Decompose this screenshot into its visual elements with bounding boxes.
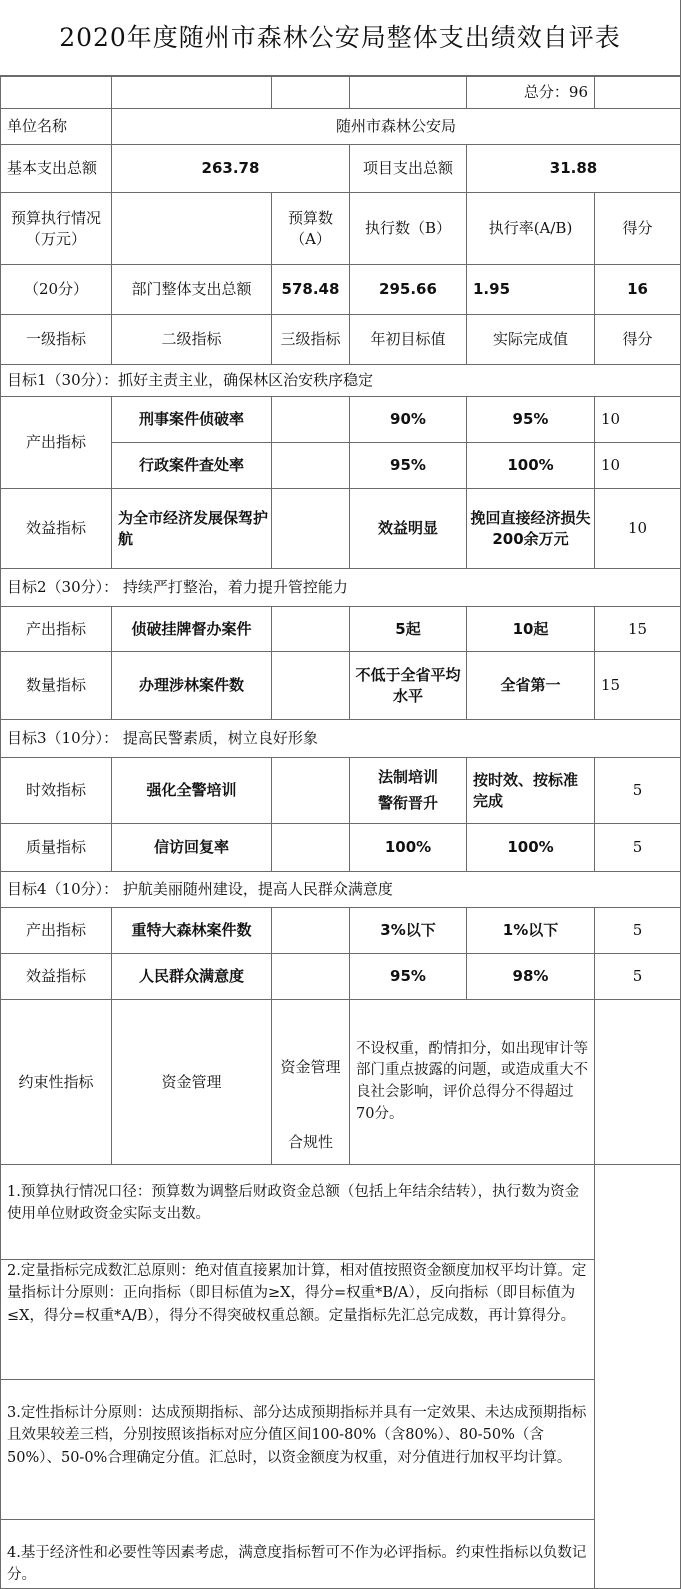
basic-expense-value: 263.78 (112, 145, 350, 193)
goal-4-r2-name: 人民群众满意度 (112, 954, 272, 1000)
col-level2: 二级指标 (112, 315, 272, 365)
empty-cell (272, 824, 350, 872)
empty-cell (595, 1165, 681, 1589)
empty-cell (272, 908, 350, 954)
page-title: 2020年度随州市森林公安局整体支出绩效自评表 (0, 0, 681, 76)
empty-cell (272, 758, 350, 824)
goal-3-r1-target-line1: 法制培训 (377, 768, 438, 786)
empty-cell (595, 76, 681, 109)
goal-3-r2-actual: 100% (467, 824, 595, 872)
goal-1-r1-target: 90% (350, 397, 467, 443)
goal-2-r1-actual: 10起 (467, 607, 595, 652)
goal-1-benefit-label: 效益指标 (0, 489, 112, 569)
empty-cell (272, 397, 350, 443)
goal-1-r2-score: 10 (595, 443, 681, 489)
goal-1-r3-actual: 挽回直接经济损失200余万元 (467, 489, 595, 569)
goal-4-r2-label: 效益指标 (0, 954, 112, 1000)
goal-1-r2-name: 行政案件查处率 (112, 443, 272, 489)
note-1: 1.预算执行情况口径：预算数为调整后财政资金总额（包括上年结余结转），执行数为资金使用单位财政资金实际支出数。 (0, 1165, 595, 1260)
empty-cell (272, 607, 350, 652)
score-col-header: 得分 (595, 193, 681, 265)
empty-cell (272, 76, 350, 109)
goal-3-r1-score: 5 (595, 758, 681, 824)
goal-3-r1-actual: 按时效、按标准完成 (467, 758, 595, 824)
empty-cell (112, 193, 272, 265)
empty-cell (272, 489, 350, 569)
goal-2-r2-actual: 全省第一 (467, 652, 595, 720)
goal-4-r1-actual: 1%以下 (467, 908, 595, 954)
constraint-level3 (272, 1000, 350, 1165)
budget-score: 16 (595, 265, 681, 315)
goal-2-r2-label: 数量指标 (0, 652, 112, 720)
empty-cell (595, 1000, 681, 1165)
goal-1-r3-target: 效益明显 (350, 489, 467, 569)
budget-weight: （20分） (0, 265, 112, 315)
empty-cell (272, 443, 350, 489)
goal-1-r2-actual: 100% (467, 443, 595, 489)
goal-4-r1-target: 3%以下 (350, 908, 467, 954)
col-level3: 三级指标 (272, 315, 350, 365)
budget-value: 578.48 (272, 265, 350, 315)
goal-3-r1-target (350, 758, 467, 824)
col-actual: 实际完成值 (467, 315, 595, 365)
col-level1: 一级指标 (0, 315, 112, 365)
goal-1-r1-score: 10 (595, 397, 681, 443)
empty-cell (272, 652, 350, 720)
empty-cell (0, 76, 112, 109)
goal-3-r1-name: 强化全警培训 (112, 758, 272, 824)
goal-4-r2-score: 5 (595, 954, 681, 1000)
col-target: 年初目标值 (350, 315, 467, 365)
constraint-level2: 资金管理 (112, 1000, 272, 1165)
goal-4-r1-label: 产出指标 (0, 908, 112, 954)
budget-row-label: 部门整体支出总额 (112, 265, 272, 315)
goal-4-title: 目标4（10分）： 护航美丽随州建设，提高人民群众满意度 (0, 872, 681, 908)
rate-col-header: 执行率(A/B) (467, 193, 595, 265)
unit-value: 随州市森林公安局 (112, 109, 681, 145)
goal-2-r1-target: 5起 (350, 607, 467, 652)
goal-4-r2-actual: 98% (467, 954, 595, 1000)
constraint-level3-line2: 合规性 (287, 1133, 333, 1152)
goal-1-r3-score: 10 (595, 489, 681, 569)
col-score: 得分 (595, 315, 681, 365)
goal-3-r1-label: 时效指标 (0, 758, 112, 824)
empty-cell (112, 76, 272, 109)
note-4: 4.基于经济性和必要性等因素考虑，满意度指标暂可不作为必评指标。约束性指标以负数记分。 (0, 1520, 595, 1589)
goal-4-r2-target: 95% (350, 954, 467, 1000)
unit-label: 单位名称 (0, 109, 112, 145)
project-expense-value: 31.88 (467, 145, 681, 193)
goal-1-output-label: 产出指标 (0, 397, 112, 489)
constraint-label: 约束性指标 (0, 1000, 112, 1165)
goal-3-title: 目标3（10分）： 提高民警素质，树立良好形象 (0, 720, 681, 758)
budget-col-header: 预算数（A） (272, 193, 350, 265)
execution-value: 295.66 (350, 265, 467, 315)
basic-expense-label: 基本支出总额 (0, 145, 112, 193)
execution-col-header: 执行数（B） (350, 193, 467, 265)
goal-3-r2-label: 质量指标 (0, 824, 112, 872)
goal-2-r2-name: 办理涉林案件数 (112, 652, 272, 720)
budget-exec-label: 预算执行情况（万元） (0, 193, 112, 265)
goal-1-r2-target: 95% (350, 443, 467, 489)
goal-1-r1-name: 刑事案件侦破率 (112, 397, 272, 443)
project-expense-label: 项目支出总额 (350, 145, 467, 193)
constraint-description: 不设权重，酌情扣分，如出现审计等部门重点披露的问题，或造成重大不良社会影响，评价总得分不得超过70分。 (350, 1000, 595, 1165)
rate-value: 1.95 (467, 265, 595, 315)
goal-2-r2-score: 15 (595, 652, 681, 720)
goal-1-r3-name: 为全市经济发展保驾护航 (112, 489, 272, 569)
goal-1-title: 目标1（30分）：抓好主责主业，确保林区治安秩序稳定 (0, 365, 681, 397)
goal-3-r2-name: 信访回复率 (112, 824, 272, 872)
goal-4-r1-score: 5 (595, 908, 681, 954)
total-score: 总分：96 (467, 76, 595, 109)
note-3: 3.定性指标计分原则：达成预期指标、部分达成预期指标并具有一定效果、未达成预期指标且效果较差三档，分别按照该指标对应分值区间100-80%（含80%）、80-50%（含50%）、50-0%合理确定分值。汇总时，以资金额度为权重，对分值进行加权平均计算。 (0, 1380, 595, 1520)
goal-1-r1-actual: 95% (467, 397, 595, 443)
goal-2-r1-label: 产出指标 (0, 607, 112, 652)
goal-3-r2-target: 100% (350, 824, 467, 872)
goal-2-r1-score: 15 (595, 607, 681, 652)
goal-4-r1-name: 重特大森林案件数 (112, 908, 272, 954)
goal-3-r2-score: 5 (595, 824, 681, 872)
empty-cell (350, 76, 467, 109)
goal-2-title: 目标2（30分）： 持续严打整治，着力提升管控能力 (0, 569, 681, 607)
empty-cell (272, 954, 350, 1000)
note-2: 2.定量指标完成数汇总原则：绝对值直接累加计算，相对值按照资金额度加权平均计算。定量指标计分原则：正向指标（即目标值为≥X，得分=权重*B/A），反向指标（即目标值为≤X，得分=权重*A/B），得分不得突破权重总额。定量指标先汇总完成数，再计算得分。 (0, 1260, 595, 1380)
goal-2-r2-target: 不低于全省平均水平 (350, 652, 467, 720)
constraint-level3-line1: 资金管理 (280, 1058, 341, 1077)
goal-2-r1-name: 侦破挂牌督办案件 (112, 607, 272, 652)
goal-3-r1-target-line2: 警衔晋升 (377, 793, 438, 812)
